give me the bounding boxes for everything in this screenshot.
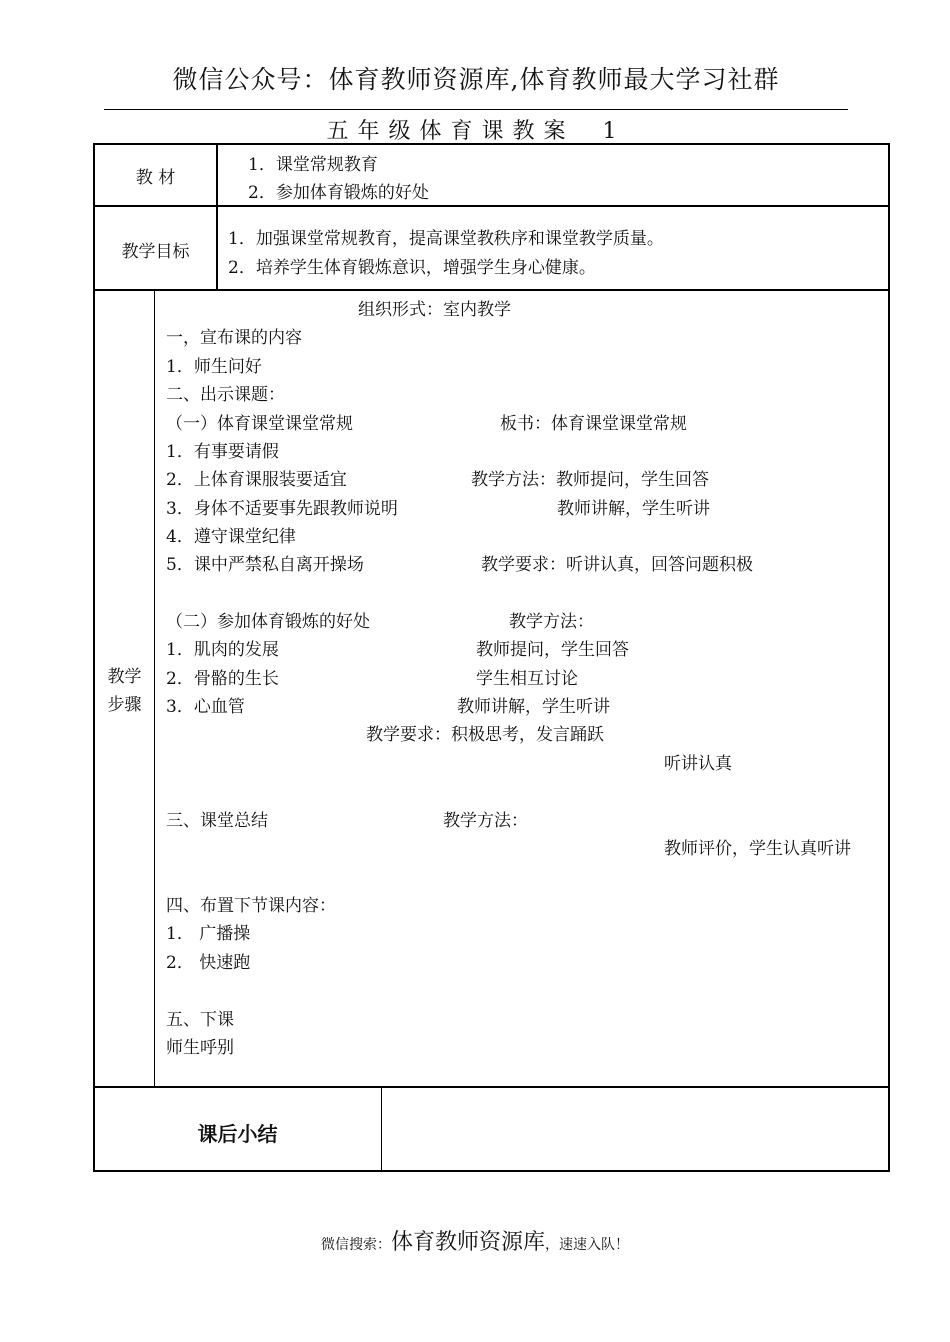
header-divider	[104, 109, 848, 110]
materials-label: 教 材	[135, 168, 176, 188]
teaching-requirement: 听讲认真	[664, 754, 732, 774]
steps-label-line2: 步骤	[107, 695, 142, 715]
row-divider	[93, 289, 890, 291]
teaching-method: 教学方法：教师提问，学生回答	[471, 470, 709, 490]
footer-suffix: ，速速入队！	[545, 1237, 629, 1253]
lesson-title: 五年级体育课教案	[326, 119, 575, 144]
teaching-method: 教师提问，学生回答	[476, 640, 629, 660]
org-form: 组织形式：室内教学	[358, 300, 511, 320]
section-heading: 二、出示课题：	[166, 385, 285, 405]
list-item: 1．肌肉的发展	[166, 640, 279, 660]
list-item: 2．骨骼的生长	[166, 669, 279, 689]
teaching-requirement: 教学要求：积极思考，发言踊跃	[366, 725, 604, 745]
goals-item: 2．培养学生体育锻炼意识，增强学生身心健康。	[228, 258, 596, 278]
teaching-requirement: 教学要求：听讲认真，回答问题积极	[481, 555, 753, 575]
section-heading: 四、布置下节课内容：	[166, 896, 336, 916]
row-divider	[93, 1086, 890, 1088]
teaching-method: 教学方法：	[509, 612, 594, 632]
teaching-method: 学生相互讨论	[476, 669, 578, 689]
list-item: 3．身体不适要事先跟教师说明	[166, 499, 398, 519]
header-banner: 微信公众号：体育教师资源库,体育教师最大学习社群	[172, 65, 780, 94]
list-item: 1． 广播操	[166, 924, 251, 944]
materials-item: 1．课堂常规教育	[248, 155, 378, 175]
list-item: 2． 快速跑	[166, 953, 251, 973]
footer-prefix: 微信搜索：	[320, 1237, 391, 1253]
board-note: 板书：体育课堂课堂常规	[500, 414, 687, 434]
teaching-method: 教师讲解，学生听讲	[457, 697, 610, 717]
footer-brand: 体育教师资源库	[390, 1230, 545, 1255]
goals-item: 1．加强课堂常规教育，提高课堂教秩序和课堂教学质量。	[228, 229, 664, 249]
list-item: 1．师生问好	[166, 357, 262, 377]
list-item: 5．课中严禁私自离开操场	[166, 555, 364, 575]
teaching-method: 教师评价，学生认真听讲	[664, 839, 851, 859]
goals-label: 教学目标	[121, 242, 190, 262]
column-divider	[381, 1087, 382, 1172]
teaching-method: 教师讲解，学生听讲	[557, 499, 710, 519]
subsection-heading: （二）参加体育锻炼的好处	[166, 612, 370, 632]
list-item: 2．上体育课服装要适宜	[166, 470, 347, 490]
section-heading: 五、下课	[166, 1010, 234, 1030]
steps-label-line1: 教学	[107, 667, 142, 687]
subsection-heading: （一）体育课堂课堂常规	[166, 414, 353, 434]
list-item: 4．遵守课堂纪律	[166, 527, 296, 547]
list-item: 3．心血管	[166, 697, 245, 717]
list-item: 师生呼别	[166, 1038, 234, 1058]
page-title	[104, 114, 848, 145]
section-heading: 三、课堂总结	[166, 811, 268, 831]
row-divider	[93, 205, 890, 207]
column-divider	[216, 143, 218, 291]
lesson-number: 1	[602, 119, 626, 144]
teaching-method: 教学方法：	[443, 811, 528, 831]
summary-label: 课后小结	[197, 1122, 278, 1146]
section-heading: 一，宣布课的内容	[166, 328, 302, 348]
footer	[0, 1225, 950, 1256]
column-divider	[154, 290, 155, 1087]
list-item: 1．有事要请假	[166, 442, 279, 462]
materials-item: 2．参加体育锻炼的好处	[248, 183, 429, 203]
